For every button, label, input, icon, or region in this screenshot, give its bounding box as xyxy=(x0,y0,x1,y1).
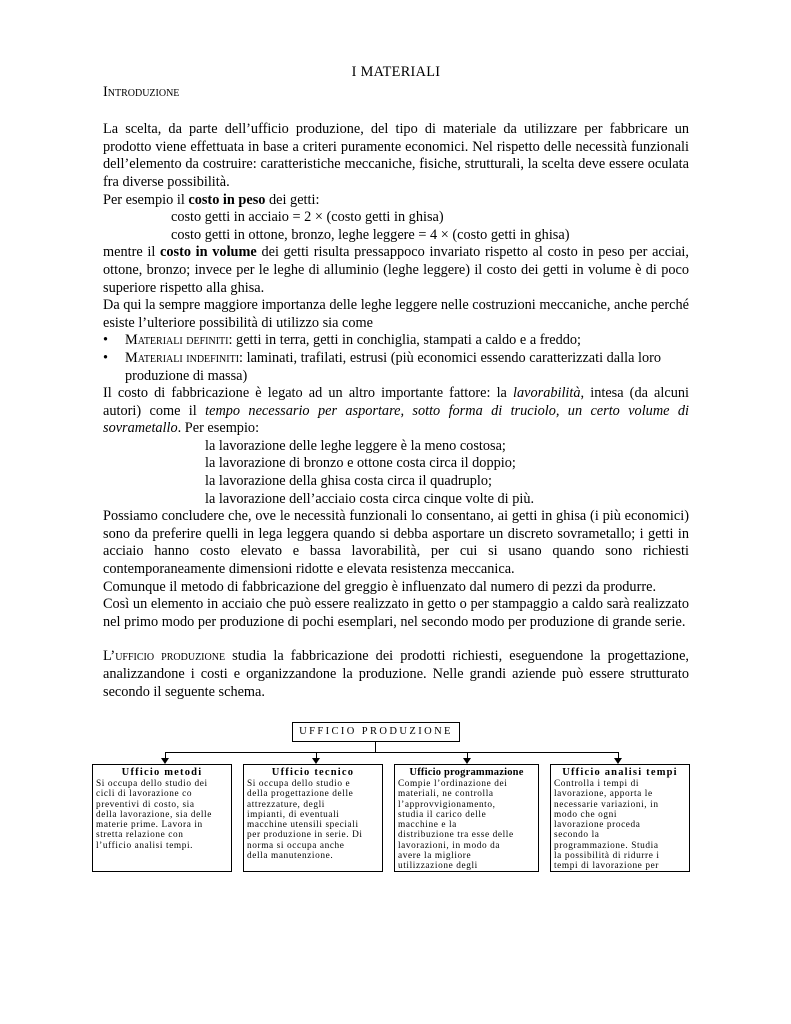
paragraph-example-steel: Così un elemento in acciaio che può essere realizzato in getto o per stampaggio a caldo sarà realizzato nel primo modo per produzione di pochi esemplari, nel secondo modo per produzione di grande serie. xyxy=(103,596,689,630)
paragraph-cost-volume: mentre il costo in volume dei getti risulta pressappoco invariato rispetto al costo in peso per acciai, ottone, bronzo; invece per le leghe di alluminio (leghe leggere) il costo dei getti in volume è di poco superiore rispetto alla ghisa. xyxy=(103,244,689,296)
box-title: Ufficio metodi xyxy=(121,767,203,778)
org-box-technical xyxy=(243,764,383,872)
connector-vertical xyxy=(375,742,376,752)
box-title: Ufficio tecnico xyxy=(271,767,355,778)
org-chart xyxy=(92,720,712,880)
bullet-icon: • xyxy=(103,332,109,349)
box-text: Controlla i tempi di lavorazione, apporta le necessarie variazioni, in modo che ogni lavorazione proceda secondo la programmazione. Studia la possibilità di ridurre i tempi di lavorazione per xyxy=(554,779,660,872)
paragraph-intro: La scelta, da parte dell’ufficio produzione, del tipo di materiale da utilizzare per fabbricare un prodotto viene effettuata in base a criteri puramente economici. Nel rispetto delle necessità funzionali dell’elemento da costruire: caratteristiche meccaniche, fisiche, strutturali, la scelta deve essere oculata fra diverse possibilità. xyxy=(103,121,689,190)
formula-steel: costo getti in acciaio = 2 × (costo getti in ghisa) xyxy=(171,209,444,226)
bold-term: costo in volume xyxy=(160,244,257,261)
org-box-time-analysis xyxy=(550,764,690,872)
document-page xyxy=(103,64,689,701)
example-line: la lavorazione di bronzo e ottone costa circa il doppio; xyxy=(205,455,516,472)
formula-brass: costo getti in ottone, bronzo, leghe leggere = 4 × (costo getti in ghisa) xyxy=(171,226,570,243)
list-item: • Materiali definiti: getti in terra, getti in conchiglia, stampati a caldo e a freddo; xyxy=(103,332,582,349)
bullet-icon: • xyxy=(103,349,109,366)
paragraph-light-alloys: Da qui la sempre maggiore importanza delle leghe leggere nelle costruzioni meccaniche, anche perché esiste l’ulteriore possibilità di utilizzo sia come xyxy=(103,297,689,331)
paragraph-method: Comunque il metodo di fabbricazione del greggio è influenzato dal numero di pezzi da produrre. xyxy=(103,578,657,595)
paragraph-machinability: Il costo di fabbricazione è legato ad un altro importante fattore: la lavorabilità, intesa (da alcuni autori) come il tempo necessario per asportare, sotto forma di truciolo, un certo volume di sovrametallo. Per esempio: xyxy=(103,385,689,437)
org-box-planning xyxy=(394,764,539,872)
box-text: Compie l’ordinazione dei materiali, ne controlla l’approvvigionamento, studia il carico delle macchine e la distribuzione tra esse delle lavorazioni, in modo da avere la migliore utilizzazione degli xyxy=(398,779,514,872)
box-text: Si occupa dello studio e della progettazione delle attrezzature, degli impianti, di eventuali macchine utensili speciali per produzione in serie. Di norma si occupa anche della manutenzione. xyxy=(247,779,363,862)
paragraph-conclusion: Possiamo concludere che, ove le necessità funzionali lo consentano, ai getti in ghisa (i più economici) sono da preferire quelli in lega leggera quando si debba asportare un discreto sovrametallo; i getti in acciaio hanno costo elevato e bassa lavorabilità, per cui si usano quando sono richiesti contemporaneamente dimensioni ridotte e elevata resistenza meccanica. xyxy=(103,508,689,578)
bold-term: costo in peso xyxy=(188,191,266,208)
materials-list xyxy=(103,332,689,385)
box-text: Si occupa dello studio dei cicli di lavorazione co preventivi di costo, sia della lavorazione, sia delle materie prime. Lavora in stretta relazione con l’ufficio analisi tempi. xyxy=(96,779,212,851)
org-box-methods xyxy=(92,764,232,872)
org-root-box: UFFICIO PRODUZIONE xyxy=(292,722,460,742)
paragraph-production-office: L’ufficio produzione studia la fabbricazione dei prodotti richiesti, eseguendone la progettazione, analizzandone i costi e organizzandone la produzione. Nelle grandi aziende può essere strutturato secondo il seguente schema. xyxy=(103,648,689,700)
example-line: la lavorazione dell’acciaio costa circa cinque volte di più. xyxy=(205,490,535,507)
example-line: la lavorazione delle leghe leggere è la meno costosa; xyxy=(205,437,506,454)
section-heading: Introduzione xyxy=(103,83,180,100)
box-title: Ufficio programmazione xyxy=(409,767,524,778)
box-title: Ufficio analisi tempi xyxy=(562,767,678,778)
page-title: I MATERIALI xyxy=(351,64,441,80)
example-line: la lavorazione della ghisa costa circa il quadruplo; xyxy=(205,473,493,490)
connector-horizontal xyxy=(165,752,618,753)
paragraph-cost-weight: Per esempio il costo in peso dei getti: xyxy=(103,191,320,208)
list-item: • Materiali indefiniti: laminati, trafilati, estrusi (più economici essendo caratterizzati dalla loro produzione di massa) xyxy=(103,349,662,384)
